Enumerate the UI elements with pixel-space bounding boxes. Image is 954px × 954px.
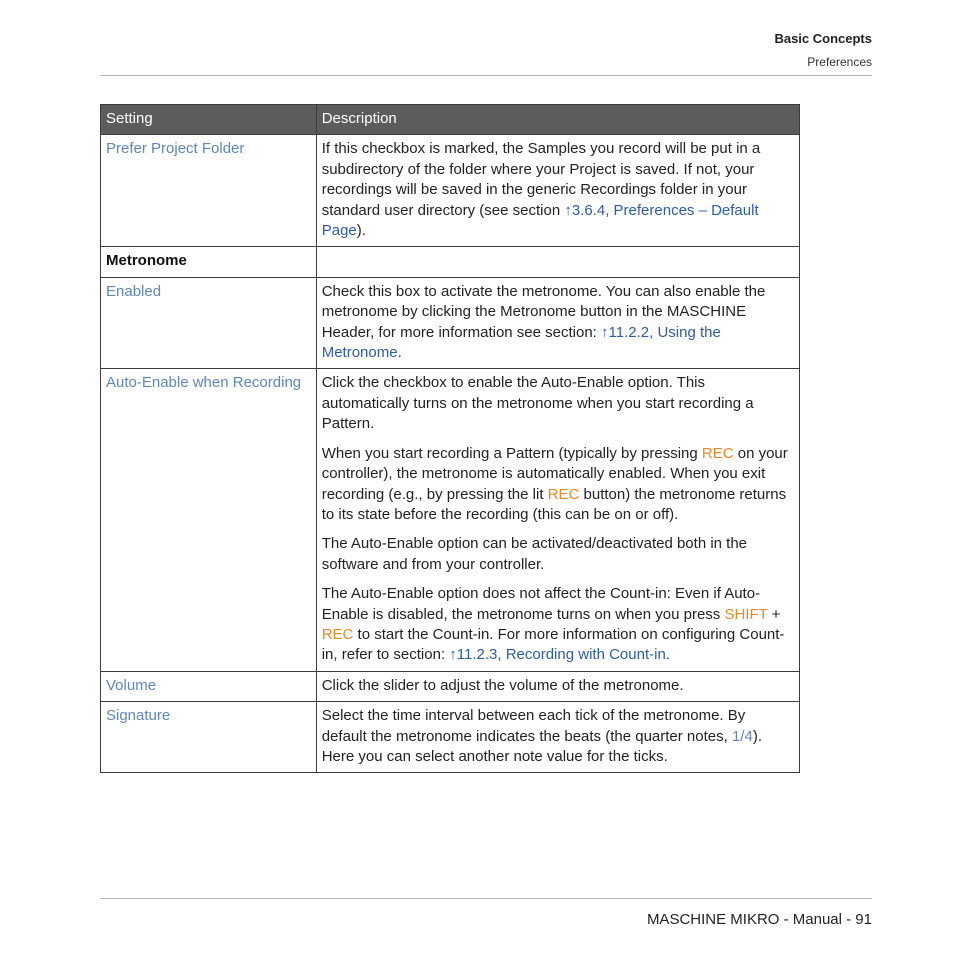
- column-header-setting: Setting: [101, 105, 317, 135]
- description-cell: [316, 702, 799, 773]
- description-cell: [316, 277, 799, 369]
- page-header-title: Basic Concepts: [774, 31, 872, 46]
- table-row: [101, 671, 800, 701]
- description-cell: [316, 671, 799, 701]
- empty-cell: [316, 247, 799, 277]
- header-divider: [100, 75, 872, 76]
- table-row: [101, 702, 800, 773]
- table-section-row: [101, 247, 800, 277]
- description-paragraph: [322, 534, 794, 575]
- table-header-row: [101, 105, 800, 135]
- footer-divider: [100, 898, 872, 899]
- description-text: When you start recording a Pattern (typically by pressing: [321, 444, 702, 462]
- rec-button-label: REC: [701, 444, 734, 462]
- description-text: +: [767, 605, 781, 623]
- setting-name: Volume: [106, 676, 157, 694]
- section-title: Metronome: [106, 252, 187, 270]
- shift-button-label: SHIFT: [724, 605, 768, 623]
- description-text: Click the checkbox to enable the Auto-Enable option. This automatically turns on the metronome when you start recording a Pattern.: [321, 374, 754, 433]
- description-text: ). Here you can select another note value for the ticks.: [321, 727, 762, 765]
- table-row: [101, 277, 800, 369]
- footer-page-label: MASCHINE MIKRO - Manual - 91: [646, 911, 872, 928]
- description-text: Click the slider to adjust the volume of the metronome.: [321, 676, 684, 694]
- description-text: .: [397, 344, 402, 362]
- preferences-table: [100, 104, 800, 773]
- setting-cell: [101, 369, 317, 671]
- description-text: Select the time interval between each tick of the metronome. By default the metronome indicates the beats (the quarter notes,: [321, 707, 746, 745]
- description-text: button) the metronome returns to its state before the recording (this can be on or off).: [321, 485, 787, 523]
- setting-cell: [101, 671, 317, 701]
- setting-cell: [101, 277, 317, 369]
- section-cell: [101, 247, 317, 277]
- description-cell: [316, 369, 799, 671]
- setting-cell: [101, 135, 317, 247]
- setting-name: Prefer Project Folder: [106, 140, 245, 158]
- section-link[interactable]: ↑11.2.2, Using the Metronome: [321, 323, 721, 362]
- setting-name: Auto-Enable when Recording: [106, 374, 302, 392]
- description-paragraph: [322, 584, 794, 666]
- description-text: ).: [356, 222, 366, 240]
- setting-name: Signature: [106, 707, 171, 725]
- description-text: The Auto-Enable option does not affect the Count-in: Even if Auto-Enable is disabled, the metronome turns on when you press: [321, 585, 761, 623]
- description-paragraph: [322, 373, 794, 434]
- description-text: .: [665, 646, 670, 664]
- setting-cell: [101, 702, 317, 773]
- rec-button-label: REC: [321, 625, 354, 643]
- description-text: The Auto-Enable option can be activated/deactivated both in the software and from your controller.: [321, 535, 748, 573]
- page-header-subtitle: Preferences: [807, 55, 872, 69]
- table-row: [101, 135, 800, 247]
- section-link[interactable]: ↑11.2.3, Recording with Count-in: [449, 646, 666, 664]
- description-paragraph: [322, 444, 794, 526]
- setting-name: Enabled: [106, 282, 162, 300]
- column-header-description: Description: [316, 105, 799, 135]
- section-link[interactable]: ↑3.6.4, Preferences – Default Page: [321, 201, 759, 240]
- description-cell: [316, 135, 799, 247]
- note-value: 1/4: [731, 727, 753, 745]
- description-text: on your controller), the metronome is automatically enabled. When you exit recording (e.g., by pressing the lit: [321, 444, 788, 503]
- description-text: If this checkbox is marked, the Samples you record will be put in a subdirectory of the folder where your Project is saved. If not, your recordings will be saved in the generic Recordings folder in your standard user directory (see section: [321, 140, 761, 219]
- description-text: Check this box to activate the metronome. You can also enable the metronome by clicking the Metronome button in the MASCHINE Header, for more information see section:: [321, 282, 766, 341]
- rec-button-label: REC: [547, 485, 580, 503]
- table-row: [101, 369, 800, 671]
- description-text: to start the Count-in. For more information on configuring Count-in, refer to section:: [321, 625, 785, 664]
